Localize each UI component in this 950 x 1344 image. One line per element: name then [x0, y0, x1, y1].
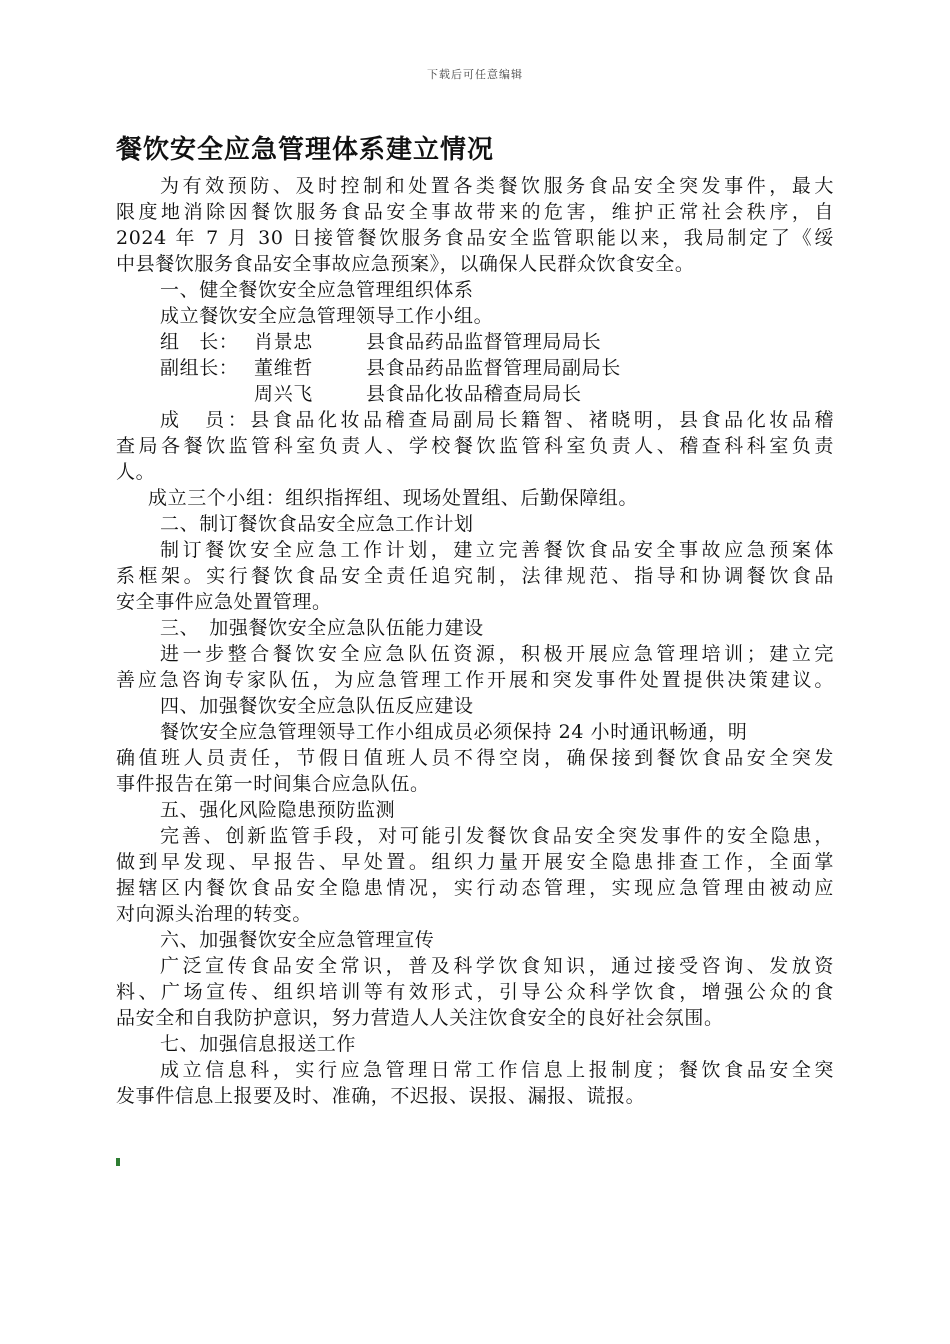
section-heading: 一、健全餐饮安全应急管理组织体系 [160, 279, 474, 301]
member-role: 副组长： [160, 357, 239, 379]
section-heading: 七、加强信息报送工作 [160, 1033, 357, 1055]
intro-line: 为有效预防、及时控制和处置各类餐饮服务食品安全突发事件，最大 [160, 175, 834, 197]
section-heading: 五、强化风险隐患预防监测 [160, 799, 396, 821]
section-text: 广泛宣传食品安全常识，普及科学饮食知识，通过接受咨询、发放资 [160, 955, 834, 977]
section-text: 做到早发现、早报告、早处置。组织力量开展安全隐患排查工作，全面掌 [116, 851, 834, 873]
staff-line: 人。 [116, 461, 156, 483]
document-body [116, 173, 834, 1109]
section-text: 完善、创新监管手段，对可能引发餐饮食品安全突发事件的安全隐患， [160, 825, 834, 847]
intro-line: 2024 年 7 月 30 日接管餐饮服务食品安全监管职能以来，我局制定了《绥 [116, 227, 834, 249]
groups-line: 成立三个小组：组织指挥组、现场处置组、后勤保障组。 [148, 487, 639, 509]
intro-line: 中县餐饮服务食品安全事故应急预案》，以确保人民群众饮食安全。 [116, 253, 695, 275]
section-text: 发事件信息上报要及时、准确，不迟报、误报、漏报、谎报。 [116, 1085, 646, 1107]
section-text: 进一步整合餐饮安全应急队伍资源，积极开展应急管理培训；建立完 [160, 643, 834, 665]
member-role [116, 381, 254, 407]
member-name: 董维哲 [254, 357, 313, 379]
section-text: 料、广场宣传、组织培训等有效形式，引导公众科学饮食，增强公众的食 [116, 981, 834, 1003]
section-text: 餐饮安全应急管理领导工作小组成员必须保持 24 小时通讯畅通，明 [160, 721, 748, 743]
section-heading: 六、加强餐饮安全应急管理宣传 [160, 929, 435, 951]
member-position: 县食品药品监督管理局副局长 [366, 357, 621, 379]
staff-line: 查局各餐饮监管科室负责人、学校餐饮监管科室负责人、稽查科科室负责 [116, 435, 834, 457]
section-text: 系框架。实行餐饮食品安全责任追究制，法律规范、指导和协调餐饮食品 [116, 565, 834, 587]
section-text: 成立餐饮安全应急管理领导工作小组。 [160, 305, 494, 327]
section-text: 善应急咨询专家队伍，为应急管理工作开展和突发事件处置提供决策建议。 [116, 669, 834, 691]
section-text: 制订餐饮安全应急工作计划，建立完善餐饮食品安全事故应急预案体 [160, 539, 834, 561]
anchor-marker-icon [116, 1158, 120, 1166]
member-name: 周兴飞 [254, 383, 313, 405]
member-role: 组 长： [160, 331, 239, 353]
member-row [116, 329, 834, 355]
section-text: 品安全和自我防护意识，努力营造人人关注饮食安全的良好社会氛围。 [116, 1007, 724, 1029]
member-name: 肖景忠 [254, 331, 313, 353]
document-title: 餐饮安全应急管理体系建立情况 [116, 135, 495, 165]
header-note: 下载后可任意编辑 [427, 68, 523, 81]
section-text: 安全事件应急处置管理。 [116, 591, 332, 613]
staff-line: 成 员：县食品化妆品稽查局副局长籍智、褚晓明，县食品化妆品稽 [160, 409, 834, 431]
section-text: 事件报告在第一时间集合应急队伍。 [116, 773, 430, 795]
section-heading: 二、制订餐饮食品安全应急工作计划 [160, 513, 474, 535]
member-position: 县食品化妆品稽查局局长 [366, 383, 582, 405]
section-heading: 四、加强餐饮安全应急队伍反应建设 [160, 695, 474, 717]
member-row [116, 381, 834, 407]
member-row [116, 355, 834, 381]
section-text: 握辖区内餐饮食品安全隐患情况，实行动态管理，实现应急管理由被动应 [116, 877, 834, 899]
section-heading: 三、 加强餐饮安全应急队伍能力建设 [160, 617, 484, 639]
section-text: 确值班人员责任，节假日值班人员不得空岗，确保接到餐饮食品安全突发 [116, 747, 834, 769]
member-position: 县食品药品监督管理局局长 [366, 331, 602, 353]
section-text: 对向源头治理的转变。 [116, 903, 313, 925]
intro-line: 限度地消除因餐饮服务食品安全事故带来的危害，维护正常社会秩序，自 [116, 201, 834, 223]
section-text: 成立信息科，实行应急管理日常工作信息上报制度；餐饮食品安全突 [160, 1059, 834, 1081]
